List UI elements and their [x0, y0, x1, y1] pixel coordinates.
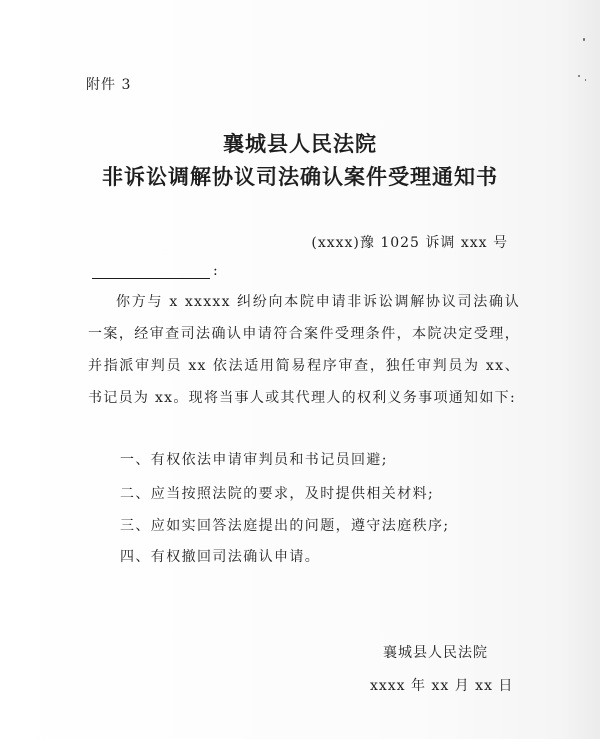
scan-shadow	[560, 0, 600, 739]
scan-speck	[583, 38, 585, 41]
rights-item-3: 三、应如实回答法庭提出的问题，遵守法庭秩序;	[120, 518, 450, 534]
scan-speck	[578, 75, 580, 77]
addressee-colon: :	[213, 263, 218, 279]
case-number: (xxxx)豫 1025 诉调 xxx 号	[311, 235, 508, 251]
rights-item-1: 一、有权依法申请审判员和书记员回避;	[120, 452, 388, 468]
body-paragraph: 你方与 x xxxxx 纠纷向本院申请非诉讼调解协议司法确认一案，经审查司法确认申请符合案件受理条件，本院决定受理，并指派审判员 xx 依法适用简易程序审查，独任审判员为 xx、书记员为 xx。现将当事人或其代理人的权利义务事项通知如下:	[88, 294, 520, 406]
rights-item-4: 四、有权撤回司法确认申请。	[120, 549, 321, 565]
signature-court: 襄城县人民法院	[383, 645, 488, 661]
scan-speck	[585, 79, 586, 81]
addressee-blank-line	[92, 264, 210, 279]
court-name-heading: 襄城县人民法院	[223, 132, 377, 156]
document-title: 非诉讼调解协议司法确认案件受理通知书	[102, 165, 498, 189]
attachment-label: 附件 3	[86, 77, 132, 93]
addressee	[92, 263, 218, 279]
signature-date: xxxx 年 xx 月 xx 日	[370, 678, 514, 694]
rights-item-2: 二、应当按照法院的要求，及时提供相关材料;	[120, 486, 435, 502]
